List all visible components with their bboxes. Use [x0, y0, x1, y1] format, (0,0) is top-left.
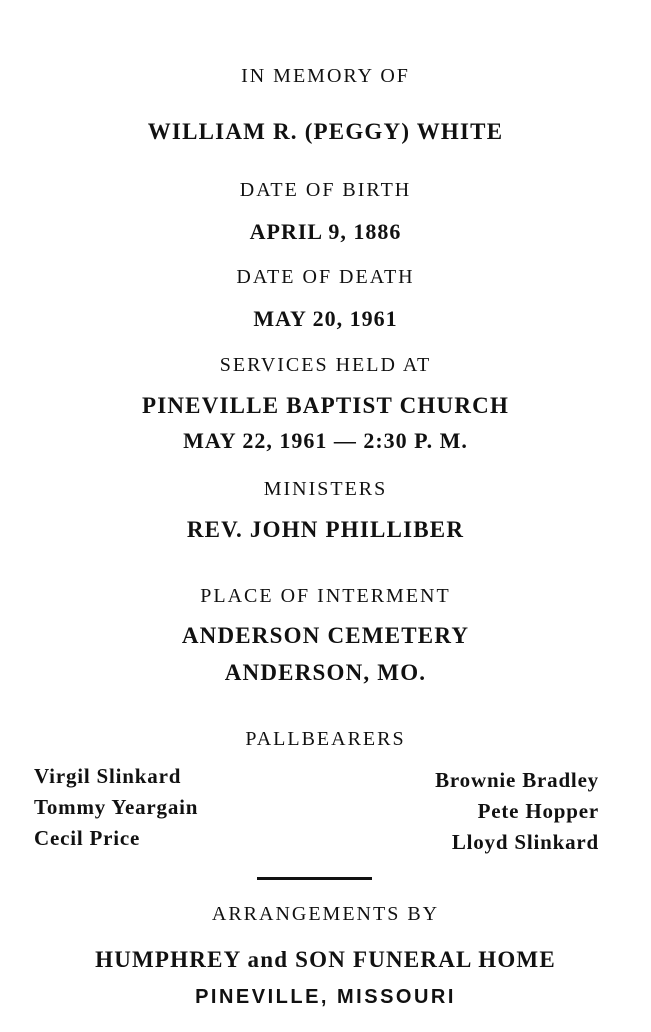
funeral-home-name: HUMPHREY and SON FUNERAL HOME: [95, 947, 556, 972]
pallbearer-right-3: Lloyd Slinkard: [451, 830, 599, 854]
pallbearers-label: PALLBEARERS: [245, 728, 406, 750]
deceased-name: WILLIAM R. (PEGGY) WHITE: [147, 119, 504, 144]
services-label: SERVICES HELD AT: [219, 354, 432, 376]
pallbearer-left-2: Tommy Yeargain: [34, 795, 199, 819]
services-datetime: MAY 22, 1961 — 2:30 P. M.: [183, 428, 468, 453]
pallbearer-right-2: Pete Hopper: [477, 799, 599, 823]
arrangements-label: ARRANGEMENTS BY: [211, 903, 440, 925]
pallbearer-left-1: Virgil Slinkard: [34, 764, 182, 788]
cemetery-location: ANDERSON, MO.: [224, 660, 427, 685]
services-place: PINEVILLE BAPTIST CHURCH: [141, 393, 510, 418]
funeral-home-location: PINEVILLE, MISSOURI: [195, 986, 456, 1008]
memorial-heading: IN MEMORY OF: [241, 65, 410, 87]
cemetery-name: ANDERSON CEMETERY: [181, 623, 470, 648]
minister-name: REV. JOHN PHILLIBER: [186, 517, 465, 542]
death-date: MAY 20, 1961: [253, 306, 398, 331]
birth-date: APRIL 9, 1886: [249, 219, 402, 244]
ministers-label: MINISTERS: [263, 478, 388, 500]
death-label: DATE OF DEATH: [236, 266, 415, 288]
pallbearer-left-3: Cecil Price: [34, 826, 141, 850]
birth-label: DATE OF BIRTH: [239, 179, 412, 201]
interment-label: PLACE OF INTERMENT: [200, 585, 451, 607]
section-divider: [257, 877, 372, 880]
pallbearer-right-1: Brownie Bradley: [435, 768, 599, 792]
